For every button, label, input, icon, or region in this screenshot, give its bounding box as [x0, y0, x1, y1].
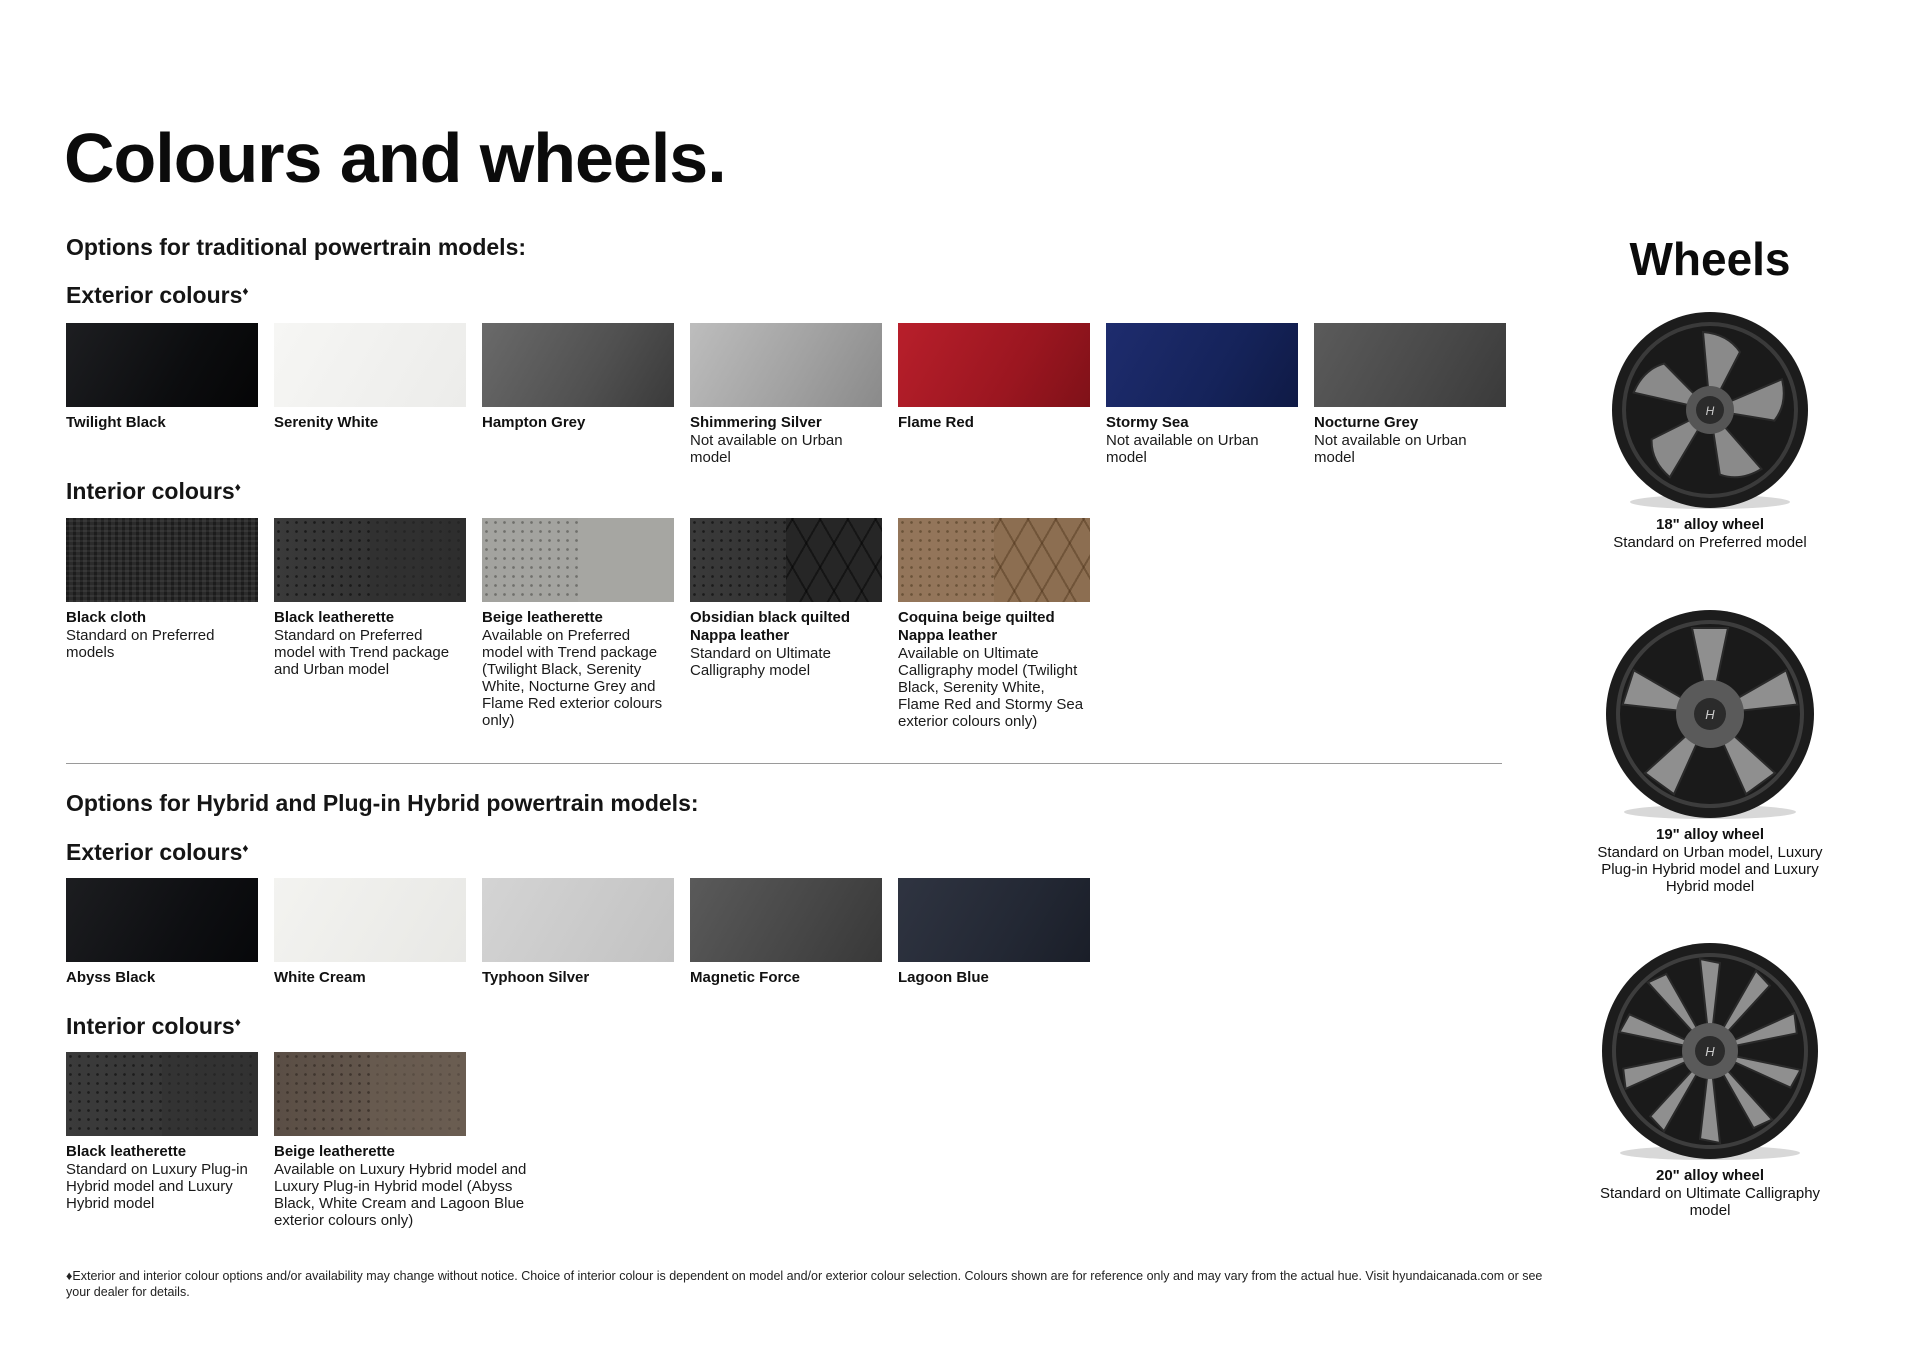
- colour-chip: [1106, 323, 1298, 407]
- heading-marker: ♦: [242, 841, 249, 855]
- swatch-hybrid-beige-leatherette[interactable]: Beige leatherette Available on Luxury Hybrid model and Luxury Plug-in Hybrid model (Abyss Black, White Cream and Lagoon Blue exterior colours only): [274, 1052, 544, 1229]
- wheel-18-inch[interactable]: H 18" alloy wheel Standard on Preferred model: [1590, 312, 1830, 551]
- hybrid-exterior-heading: Exterior colours♦: [66, 839, 249, 865]
- svg-text:H: H: [1705, 1044, 1715, 1059]
- swatch-stormy-sea[interactable]: Stormy Sea Not available on Urban model: [1106, 323, 1298, 466]
- heading-marker: ♦: [234, 1015, 241, 1029]
- texture-chip: [690, 518, 882, 602]
- colour-chip: [1314, 323, 1506, 407]
- swatch-black-cloth[interactable]: Black cloth Standard on Preferred models: [66, 518, 258, 661]
- traditional-exterior-heading: Exterior colours♦: [66, 282, 249, 308]
- colour-chip: [690, 323, 882, 407]
- hybrid-heading: Options for Hybrid and Plug-in Hybrid powertrain models:: [66, 790, 699, 816]
- swatch-nocturne-grey[interactable]: Nocturne Grey Not available on Urban model: [1314, 323, 1506, 466]
- swatch-beige-leatherette[interactable]: Beige leatherette Available on Preferred model with Trend package (Twilight Black, Serenity White, Nocturne Grey and Flame Red exterior colours only): [482, 518, 674, 729]
- alloy-wheel-20-icon: [1596, 943, 1824, 1163]
- colour-chip: [482, 878, 674, 962]
- colour-chip: [690, 878, 882, 962]
- colour-chip: [898, 878, 1090, 962]
- swatch-typhoon-silver[interactable]: Typhoon Silver: [482, 878, 674, 987]
- swatch-lagoon-blue[interactable]: Lagoon Blue: [898, 878, 1090, 987]
- heading-marker: ♦: [242, 284, 249, 298]
- colour-chip: [482, 323, 674, 407]
- section-divider: [66, 763, 1502, 764]
- heading-marker: ♦: [234, 480, 241, 494]
- wheels-title: Wheels: [1629, 233, 1791, 285]
- colour-chip: [66, 878, 258, 962]
- swatch-flame-red[interactable]: Flame Red: [898, 323, 1090, 432]
- wheel-19-inch[interactable]: H 19" alloy wheel Standard on Urban model, Luxury Plug-in Hybrid model and Luxury Hybrid model: [1590, 610, 1830, 895]
- texture-chip: [482, 518, 674, 602]
- svg-text:H: H: [1705, 404, 1715, 418]
- texture-chip: [274, 1052, 466, 1136]
- swatch-hybrid-black-leatherette[interactable]: Black leatherette Standard on Luxury Plug-in Hybrid model and Luxury Hybrid model: [66, 1052, 258, 1212]
- swatch-magnetic-force[interactable]: Magnetic Force: [690, 878, 882, 987]
- svg-text:H: H: [1705, 707, 1715, 722]
- page-title: Colours and wheels.: [64, 119, 726, 197]
- wheel-20-inch[interactable]: H 20" alloy wheel Standard on Ultimate Calligraphy model: [1590, 943, 1830, 1219]
- swatch-serenity-white[interactable]: Serenity White: [274, 323, 466, 432]
- swatch-twilight-black[interactable]: Twilight Black: [66, 323, 258, 432]
- swatch-black-leatherette[interactable]: Black leatherette Standard on Preferred model with Trend package and Urban model: [274, 518, 466, 678]
- texture-chip: [66, 518, 258, 602]
- swatch-abyss-black[interactable]: Abyss Black: [66, 878, 258, 987]
- traditional-interior-heading: Interior colours♦: [66, 478, 241, 504]
- colour-chip: [898, 323, 1090, 407]
- swatch-hampton-grey[interactable]: Hampton Grey: [482, 323, 674, 432]
- swatch-coquina-beige-nappa[interactable]: Coquina beige quilted Nappa leather Available on Ultimate Calligraphy model (Twilight Black, Serenity White, Flame Red and Stormy Sea exterior colours only): [898, 518, 1090, 730]
- colour-chip: [66, 323, 258, 407]
- traditional-heading: Options for traditional powertrain models:: [66, 234, 527, 260]
- swatch-shimmering-silver[interactable]: Shimmering Silver Not available on Urban model: [690, 323, 882, 466]
- footnote: ♦Exterior and interior colour options and/or availability may change without notice. Choice of interior colour is dependent on model and/or exterior colour selection. Colours shown are for reference only and may vary from the actual hue. Visit hyundaicanada.com or see your dealer for details.: [66, 1269, 1543, 1299]
- texture-chip: [898, 518, 1090, 602]
- alloy-wheel-19-icon: [1600, 610, 1820, 822]
- swatch-white-cream[interactable]: White Cream: [274, 878, 466, 987]
- texture-chip: [274, 518, 466, 602]
- swatch-obsidian-black-nappa[interactable]: Obsidian black quilted Nappa leather Standard on Ultimate Calligraphy model: [690, 518, 882, 679]
- hybrid-interior-heading: Interior colours♦: [66, 1013, 241, 1039]
- colour-chip: [274, 878, 466, 962]
- alloy-wheel-18-icon: [1608, 312, 1812, 512]
- colour-chip: [274, 323, 466, 407]
- texture-chip: [66, 1052, 258, 1136]
